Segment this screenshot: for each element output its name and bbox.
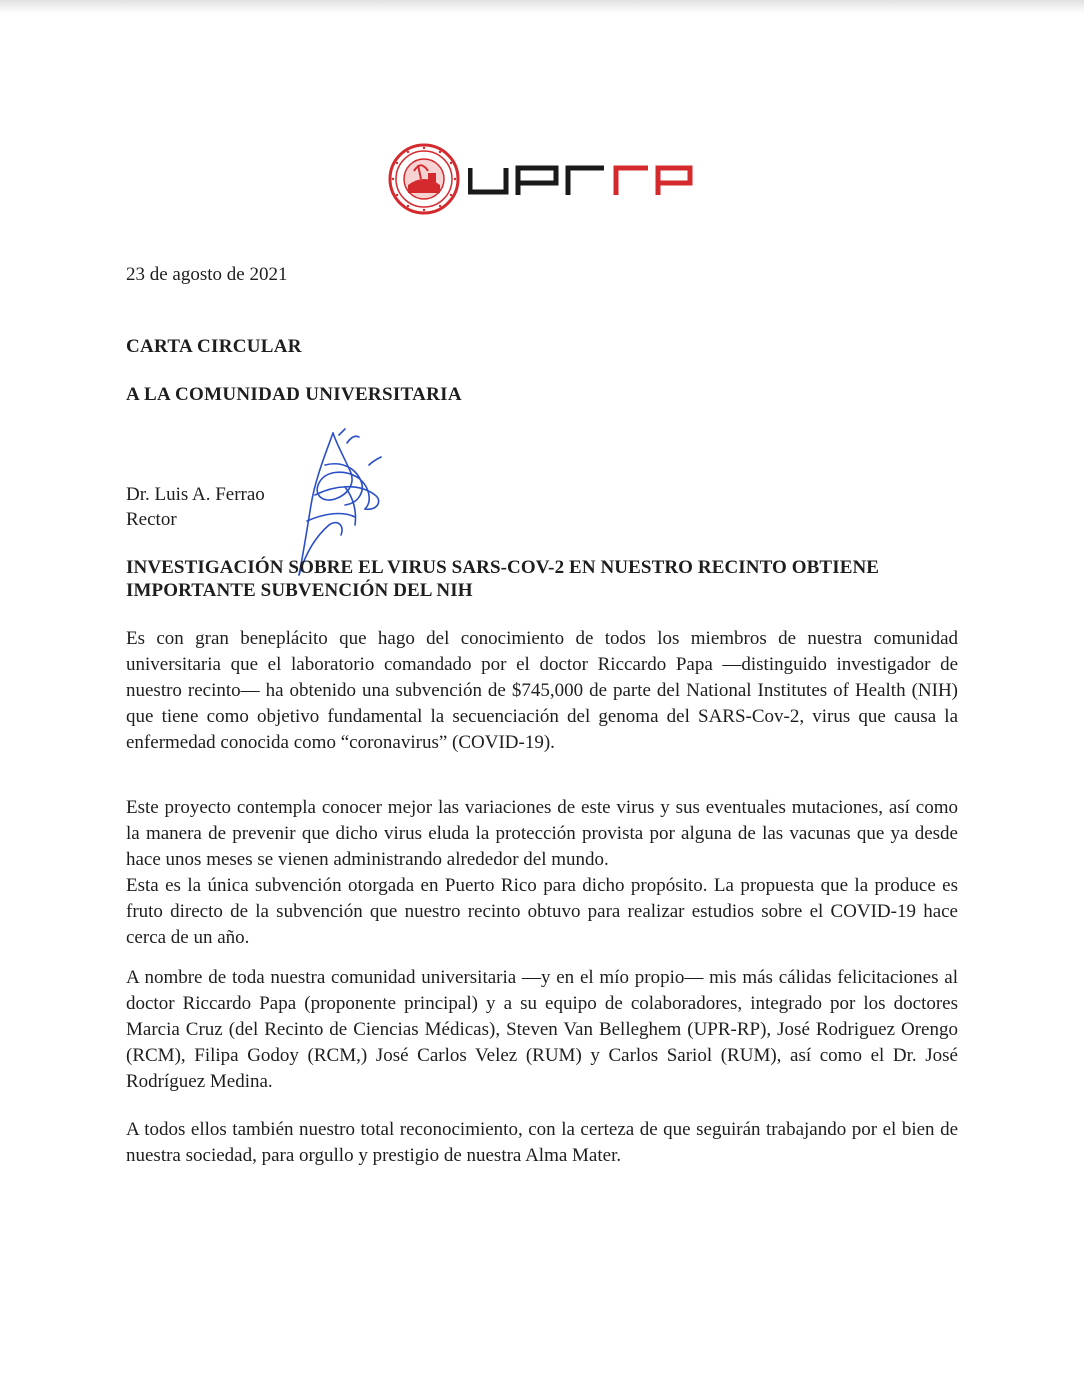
letter-recipient: A LA COMUNIDAD UNIVERSITARIA [126, 384, 462, 405]
body-paragraph-4: A nombre de toda nuestra comunidad universitaria —y en el mío propio— mis más cálidas felicitaciones al doctor Riccardo Papa (proponente principal) y a su equipo de colaboradores, integrado por los doctores Marcia Cruz (del Recinto de Ciencias Médicas), Steven Van Belleghem (UPR-RP), José Rodriguez Orengo (RCM), Filipa Godoy (RCM,) José Carlos Velez (RUM) y Carlos Sariol (RUM), así como el Dr. José Rodríguez Medina. [126, 967, 958, 1092]
letter-date: 23 de agosto de 2021 [126, 264, 288, 285]
body-paragraph-3: Esta es la única subvención otorgada en Puerto Rico para dicho propósito. La propuesta que la produce es fruto directo de la subvención que nuestro recinto obtuvo para realizar estudios sobre el COVID-19 hace cerca de un año. [126, 875, 958, 948]
university-seal-icon [388, 143, 460, 215]
sender-block [126, 482, 265, 532]
letter-heading: CARTA CIRCULAR [126, 336, 302, 357]
uprrp-wordmark [468, 165, 693, 195]
subject-line-1: INVESTIGACIÓN SOBRE EL VIRUS SARS-COV-2 EN NUESTRO RECINTO OBTIENE [126, 557, 880, 578]
letter-subject [126, 556, 966, 602]
subject-line-2: IMPORTANTE SUBVENCIÓN DEL NIH [126, 580, 473, 601]
scan-edge-shadow [0, 0, 1084, 14]
body-paragraph-2: Este proyecto contempla conocer mejor las variaciones de este virus y sus eventuales mutaciones, así como la manera de prevenir que dicho virus eluda la protección provista por alguna de las vacunas que ya desde hace unos meses se vienen administrando alrededor del mundo. [126, 797, 958, 870]
sender-title: Rector [126, 509, 177, 530]
letterhead-logo [388, 143, 698, 218]
sender-name: Dr. Luis A. Ferrao [126, 484, 265, 505]
body-paragraph-1: Es con gran beneplácito que hago del conocimiento de todos los miembros de nuestra comunidad universitaria que el laboratorio comandado por el doctor Riccardo Papa —distinguido investigador de nuestro recinto— ha obtenido una subvención de $745,000 de parte del National Institutes of Health (NIH) que tiene como objetivo fundamental la secuenciación del genoma del SARS-Cov-2, virus que causa la enfermedad conocida como “coronavirus” (COVID-19). [126, 628, 958, 753]
body-paragraph-5: A todos ellos también nuestro total reconocimiento, con la certeza de que seguirán trabajando por el bien de nuestra sociedad, para orgullo y prestigio de nuestra Alma Mater. [126, 1119, 958, 1166]
